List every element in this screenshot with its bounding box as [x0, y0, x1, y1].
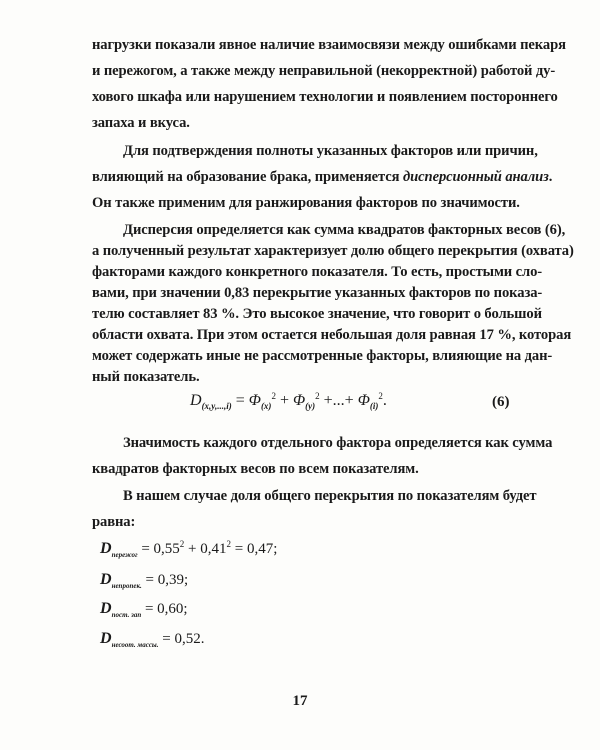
- calc-underbake: [100, 571, 188, 589]
- formula-sq-y: 2: [315, 391, 320, 401]
- calc-foreign-smell: [100, 600, 188, 618]
- calc-mass-mismatch: [100, 630, 205, 648]
- calc-burn-rhs-b: + 0,41: [184, 541, 227, 557]
- paragraph-4-line-2: квадратов факторных весов по всем показателям.: [92, 461, 419, 477]
- calc-burn-sq1: 2: [179, 539, 185, 549]
- calc-burn-rhs-c: = 0,47;: [231, 541, 278, 557]
- paragraph-3-line-1: Дисперсия определяется как сумма квадратов факторных весов (6),: [123, 222, 566, 238]
- paragraph-2-line-2-end: .: [548, 169, 553, 185]
- formula-sub-i: (i): [369, 401, 379, 411]
- page-number: 17: [292, 693, 308, 709]
- dispersion-analysis-term: дисперсионный анализ: [403, 169, 549, 185]
- formula-phi-x: Φ: [248, 392, 261, 409]
- calc-burn-sub: пережог: [111, 551, 138, 559]
- paragraph-3-line-5: телю составляет 83 %. Это высокое значение, что говорит о большой: [92, 306, 542, 322]
- paragraph-2-line-1: Для подтверждения полноты указанных факторов или причин,: [123, 143, 538, 159]
- formula-sq-i: 2: [378, 391, 383, 401]
- formula-sub-x: (x): [260, 401, 272, 411]
- formula-lhs-var: D: [190, 392, 202, 409]
- formula-phi-i: Φ: [357, 392, 370, 409]
- paragraph-3-line-4: вами, при значении 0,83 перекрытие указанных факторов по показа-: [92, 285, 543, 301]
- formula-end: .: [382, 392, 387, 409]
- calc-burn: [100, 540, 277, 558]
- calc-foreign-smell-var: D: [100, 600, 112, 617]
- formula-lhs-sub: (x,y,...,i): [201, 401, 232, 411]
- paragraph-5-line-1: В нашем случае доля общего перекрытия по показателям будет: [123, 488, 537, 504]
- paragraph-2-line-2: [92, 168, 553, 186]
- paragraph-3-line-7: может содержать иные не рассмотренные факторы, влияющие на дан-: [92, 348, 553, 364]
- paragraph-1-line-2: и пережогом, а также между неправильной (некорректной) работой ду-: [92, 63, 556, 79]
- calc-foreign-smell-sub: пост. зап: [111, 611, 142, 619]
- paragraph-2-line-2-text: влияющий на образование брака, применяется: [92, 169, 404, 185]
- formula-equals: =: [235, 392, 245, 409]
- formula-6: [190, 392, 387, 410]
- calc-burn-var: D: [100, 540, 112, 557]
- calc-mass-mismatch-var: D: [100, 630, 112, 647]
- paragraph-1-line-1: нагрузки показали явное наличие взаимосвязи между ошибками пекаря: [92, 37, 566, 53]
- formula-sub-y: (y): [305, 401, 316, 411]
- equation-number: (6): [492, 394, 510, 410]
- paragraph-5-line-2: равна:: [92, 514, 136, 530]
- formula-plus: +: [279, 392, 289, 409]
- calc-mass-mismatch-rhs: = 0,52.: [158, 631, 205, 647]
- calc-foreign-smell-rhs: = 0,60;: [141, 601, 188, 617]
- paragraph-3-line-2: а полученный результат характеризует долю общего перекрытия (охвата): [92, 243, 574, 259]
- paragraph-4-line-1: Значимость каждого отдельного фактора определяется как сумма: [123, 435, 553, 451]
- paragraph-3-line-8: ный показатель.: [92, 369, 200, 385]
- formula-phi-y: Φ: [292, 392, 306, 409]
- paragraph-1-line-3: хового шкафа или нарушением технологии и появлением постороннего: [92, 89, 558, 105]
- calc-burn-rhs-a: = 0,55: [137, 541, 180, 557]
- paragraph-1-line-4: запаха и вкуса.: [92, 115, 190, 131]
- formula-sq-x: 2: [271, 391, 276, 401]
- paragraph-2-line-3: Он также применим для ранжирования факторов по значимости.: [92, 195, 520, 211]
- calc-underbake-var: D: [100, 571, 112, 588]
- calc-underbake-sub: непропек.: [111, 582, 142, 590]
- calc-burn-sq2: 2: [226, 539, 232, 549]
- calc-underbake-rhs: = 0,39;: [141, 572, 189, 588]
- formula-plus-dots: +...+: [323, 392, 354, 409]
- paragraph-3-line-6: области охвата. При этом остается небольшая доля равная 17 %, которая: [92, 327, 572, 343]
- paragraph-3-line-3: факторами каждого конкретного показателя. То есть, простыми сло-: [92, 264, 543, 280]
- calc-mass-mismatch-sub: несоот. массы.: [111, 641, 159, 649]
